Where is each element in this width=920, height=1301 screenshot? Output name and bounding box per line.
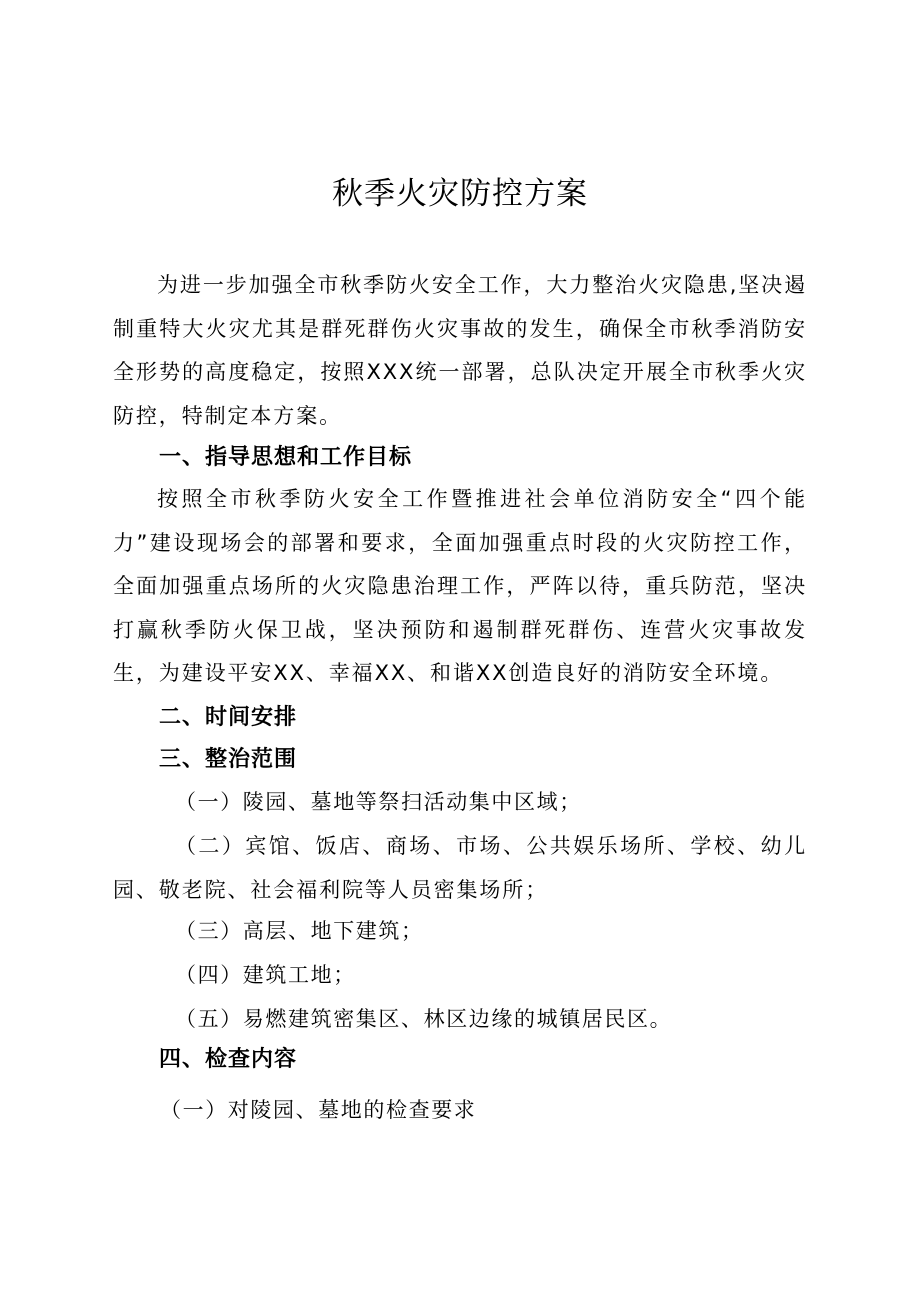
scope-item: （二）宾馆、饭店、商场、市场、公共娱乐场所、学校、幼儿园、敬老院、社会福利院等人员密集场所； <box>113 834 807 902</box>
section-heading-scope: 三、整治范围 <box>159 747 298 772</box>
scope-item: （四）建筑工地； <box>175 963 356 987</box>
intro-paragraph: 为进一步加强全市秋季防火安全工作，大力整治火灾隐患,坚决遏制重特大火灾尤其是群死群伤火灾事故的发生，确保全市秋季消防安全形势的高度稳定，按照XXX统一部署，总队决定开展全市秋季火灾防控，特制定本方案。 <box>113 273 807 428</box>
scope-item: （五）易燃建筑密集区、林区边缘的城镇居民区。 <box>175 1007 673 1031</box>
section-heading-schedule: 二、时间安排 <box>159 705 298 730</box>
scope-item: （一）陵园、墓地等祭扫活动集中区域； <box>175 790 582 814</box>
guiding-ideology-paragraph: 按照全市秋季防火安全工作暨推进社会单位消防安全“四个能力”建设现场会的部署和要求，全面加强重点时段的火灾防控工作，全面加强重点场所的火灾隐患治理工作，严阵以待，重兵防范，坚决打赢秋季防火保卫战，坚决预防和遏制群死群伤、连营火灾事故发生，为建设平安XX、幸福XX、和谐XX创造良好的消防安全环境。 <box>113 487 807 685</box>
inspection-subheading: （一）对陵园、墓地的检查要求 <box>160 1098 477 1122</box>
scope-item: （三）高层、地下建筑； <box>175 919 424 943</box>
document-title: 秋季火灾防控方案 <box>332 176 588 212</box>
section-heading-inspection: 四、检查内容 <box>159 1047 298 1072</box>
section-heading-guiding-ideology: 一、指导思想和工作目标 <box>159 445 413 470</box>
